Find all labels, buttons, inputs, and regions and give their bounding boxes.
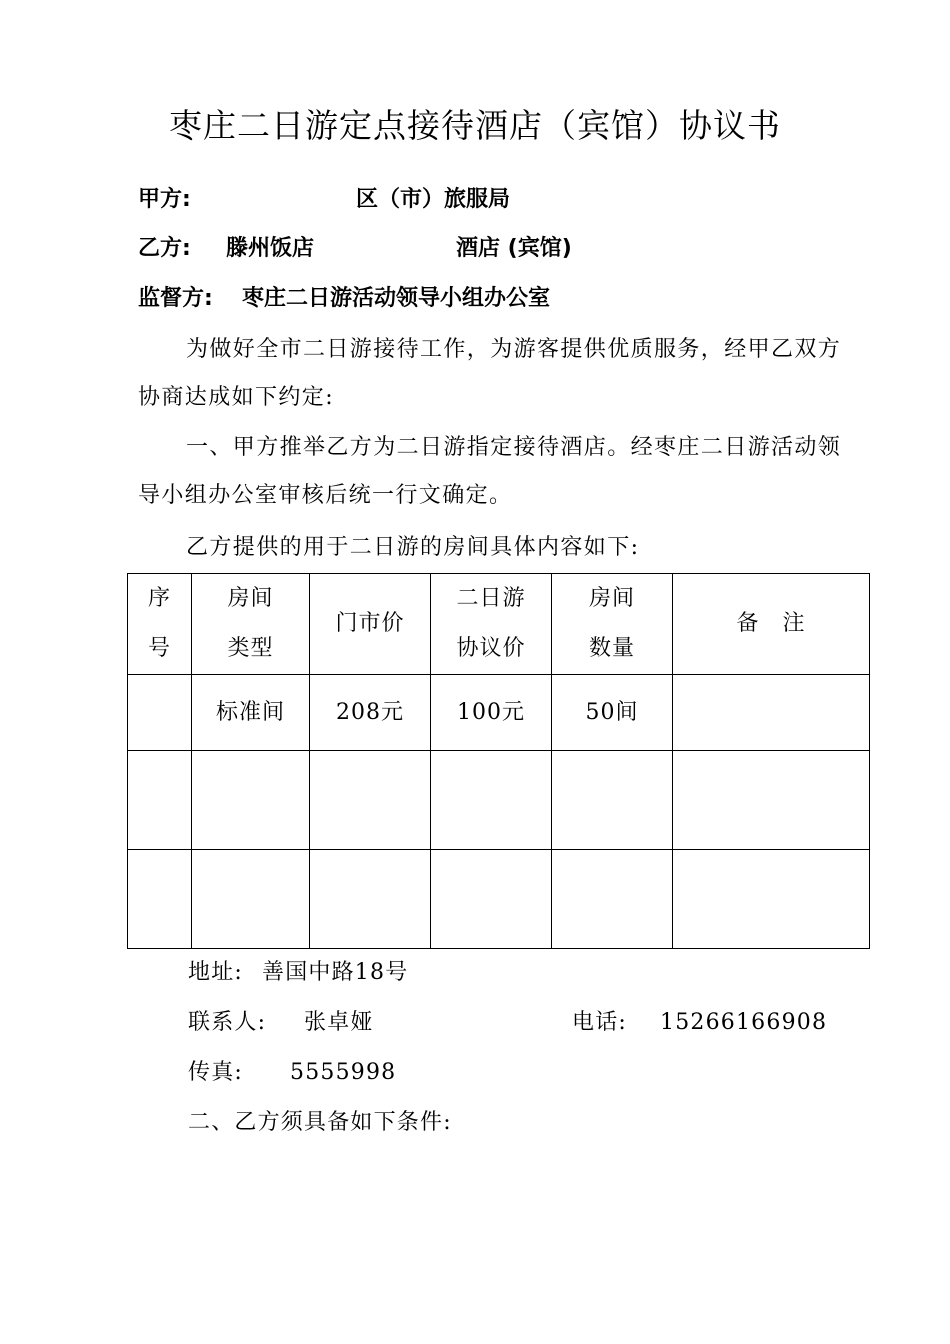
table-cell	[128, 675, 192, 751]
phone-value: 15266166908	[660, 1010, 828, 1035]
header-cell-room-type	[192, 574, 310, 675]
address-value: 善国中路18号	[262, 960, 409, 985]
table-cell	[673, 675, 870, 751]
table-cell	[552, 850, 673, 949]
table-cell	[192, 751, 310, 850]
header-line: 门市价	[335, 611, 405, 636]
supervisor-label: 监督方:	[138, 286, 213, 311]
fax-value: 5555998	[290, 1060, 397, 1085]
clause-2-heading: 二、乙方须具备如下条件:	[188, 1110, 452, 1135]
header-cell-remarks	[673, 574, 870, 675]
table-cell	[128, 850, 192, 949]
header-cell-index	[128, 574, 192, 675]
party-a-value: 区（市）旅服局	[356, 187, 511, 212]
supervisor-value: 枣庄二日游活动领导小组办公室	[242, 286, 551, 311]
header-line: 房间	[227, 586, 274, 611]
table-cell	[431, 850, 552, 949]
table-cell: 50间	[552, 675, 673, 751]
header-line: 房间	[588, 586, 635, 611]
header-line: 数量	[588, 636, 635, 661]
table-cell	[552, 751, 673, 850]
table-header-row	[128, 574, 870, 675]
party-b-label: 乙方:	[138, 236, 191, 261]
header-line: 序	[147, 586, 171, 611]
table-row	[128, 751, 870, 850]
header-cell-room-count	[552, 574, 673, 675]
fax-label: 传真:	[188, 1060, 244, 1085]
table-cell: 208元	[310, 675, 431, 751]
header-line: 协议价	[456, 636, 526, 661]
table-cell	[310, 850, 431, 949]
table-cell: 100元	[431, 675, 552, 751]
table-cell	[431, 751, 552, 850]
table-row	[128, 675, 870, 751]
table-intro: 乙方提供的用于二日游的房间具体内容如下:	[186, 535, 640, 560]
header-line: 号	[147, 636, 171, 661]
table-cell	[192, 850, 310, 949]
intro-paragraph: 为做好全市二日游接待工作，为游客提供优质服务，经甲乙双方协商达成如下约定:	[138, 337, 842, 410]
table-cell	[673, 751, 870, 850]
phone-label: 电话:	[572, 1010, 628, 1035]
table-row	[128, 850, 870, 949]
header-cell-agreed-rate	[431, 574, 552, 675]
table-cell: 标准间	[192, 675, 310, 751]
table-cell	[128, 751, 192, 850]
header-line: 二日游	[456, 586, 526, 611]
contact-value: 张卓娅	[304, 1010, 374, 1035]
document-title: 枣庄二日游定点接待酒店（宾馆）协议书	[169, 106, 781, 145]
party-b-name: 滕州饭店	[226, 236, 315, 261]
header-line: 类型	[227, 636, 274, 661]
header-line: 备 注	[736, 611, 806, 636]
party-b-suffix: 酒店 (宾馆)	[456, 236, 572, 261]
room-table	[127, 573, 870, 949]
address-label: 地址:	[188, 960, 244, 985]
contact-label: 联系人:	[188, 1010, 267, 1035]
table-cell	[310, 751, 431, 850]
table-cell	[673, 850, 870, 949]
header-cell-rack-rate	[310, 574, 431, 675]
party-a-label: 甲方:	[138, 187, 191, 212]
clause-1-paragraph: 一、甲方推举乙方为二日游指定接待酒店。经枣庄二日游活动领导小组办公室审核后统一行文确定。	[138, 435, 842, 508]
